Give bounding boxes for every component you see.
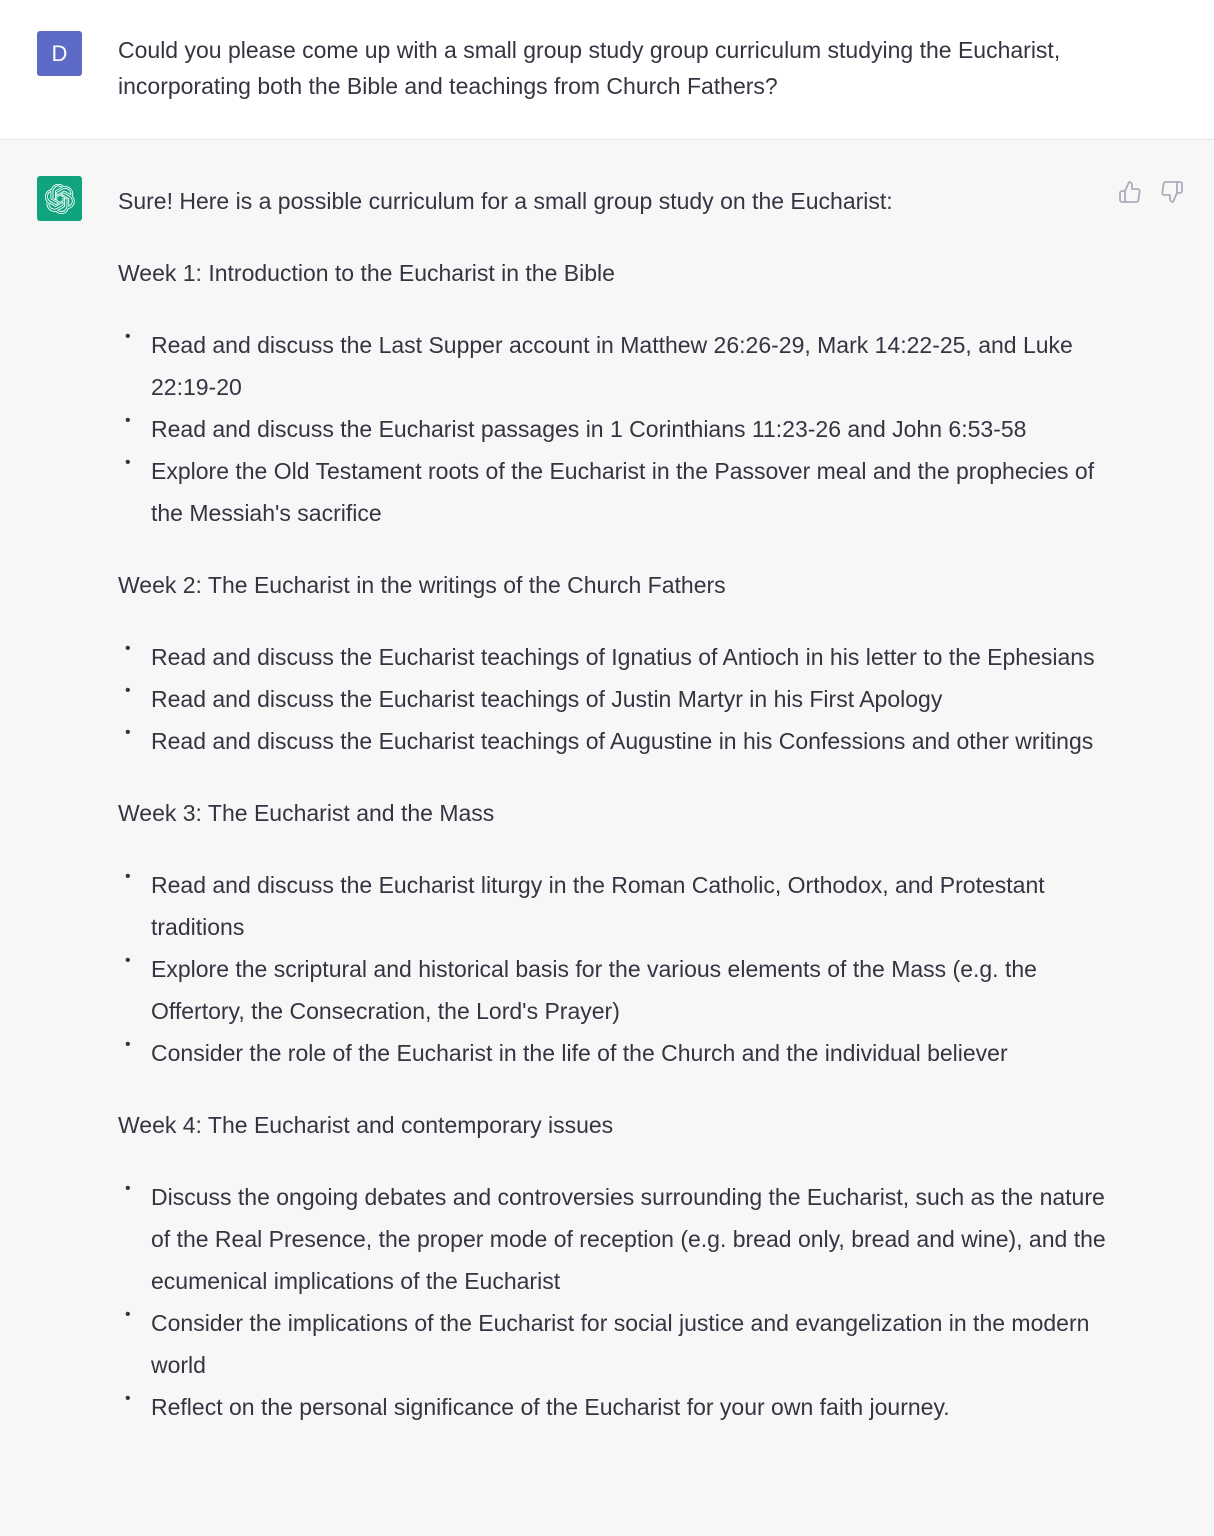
user-message-row	[0, 0, 1214, 140]
user-message-text: Could you please come up with a small group study group curriculum studying the Eucharist, incorporating both the Bible and teachings from Church Fathers?	[118, 37, 1061, 99]
list-item: • Consider the implications of the Eucharist for social justice and evangelization in the modern world	[118, 1302, 1108, 1386]
assistant-message-content	[118, 180, 1108, 1458]
week-heading: Week 3: The Eucharist and the Mass	[118, 800, 495, 826]
list-item: • Consider the role of the Eucharist in the life of the Church and the individual believer	[118, 1032, 1108, 1074]
thumbs-up-icon[interactable]	[1118, 180, 1142, 204]
list-item: • Read and discuss the Eucharist passages in 1 Corinthians 11:23-26 and John 6:53-58	[118, 408, 1108, 450]
thumbs-down-icon[interactable]	[1160, 180, 1184, 204]
assistant-intro: Sure! Here is a possible curriculum for a small group study on the Eucharist:	[118, 188, 893, 214]
week-list	[118, 1176, 1108, 1428]
assistant-message-row	[0, 140, 1214, 1535]
week-list	[118, 864, 1108, 1074]
week-heading: Week 4: The Eucharist and contemporary issues	[118, 1112, 614, 1138]
week-list	[118, 636, 1108, 762]
week-heading: Week 1: Introduction to the Eucharist in the Bible	[118, 260, 615, 286]
list-item: • Reflect on the personal significance of the Eucharist for your own faith journey.	[118, 1386, 1108, 1428]
feedback-buttons	[1118, 180, 1184, 204]
list-item: • Read and discuss the Eucharist teachings of Augustine in his Confessions and other writings	[118, 720, 1108, 762]
list-item: • Read and discuss the Last Supper account in Matthew 26:26-29, Mark 14:22-25, and Luke 22:19-20	[118, 324, 1108, 408]
user-avatar: D	[37, 31, 82, 76]
list-item: • Explore the scriptural and historical basis for the various elements of the Mass (e.g. the Offertory, the Consecration, the Lord's Prayer)	[118, 948, 1108, 1032]
list-item: • Read and discuss the Eucharist teachings of Ignatius of Antioch in his letter to the Ephesians	[118, 636, 1108, 678]
openai-logo-icon	[45, 184, 75, 214]
list-item: • Discuss the ongoing debates and controversies surrounding the Eucharist, such as the nature of the Real Presence, the proper mode of reception (e.g. bread only, bread and wine), and the ecumenical implications of the Eucharist	[118, 1176, 1108, 1302]
assistant-avatar	[37, 176, 82, 221]
list-item: • Explore the Old Testament roots of the Eucharist in the Passover meal and the prophecies of the Messiah's sacrifice	[118, 450, 1108, 534]
list-item: • Read and discuss the Eucharist teachings of Justin Martyr in his First Apology	[118, 678, 1108, 720]
week-heading: Week 2: The Eucharist in the writings of the Church Fathers	[118, 572, 726, 598]
week-list	[118, 324, 1108, 534]
list-item: • Read and discuss the Eucharist liturgy in the Roman Catholic, Orthodox, and Protestant traditions	[118, 864, 1108, 948]
